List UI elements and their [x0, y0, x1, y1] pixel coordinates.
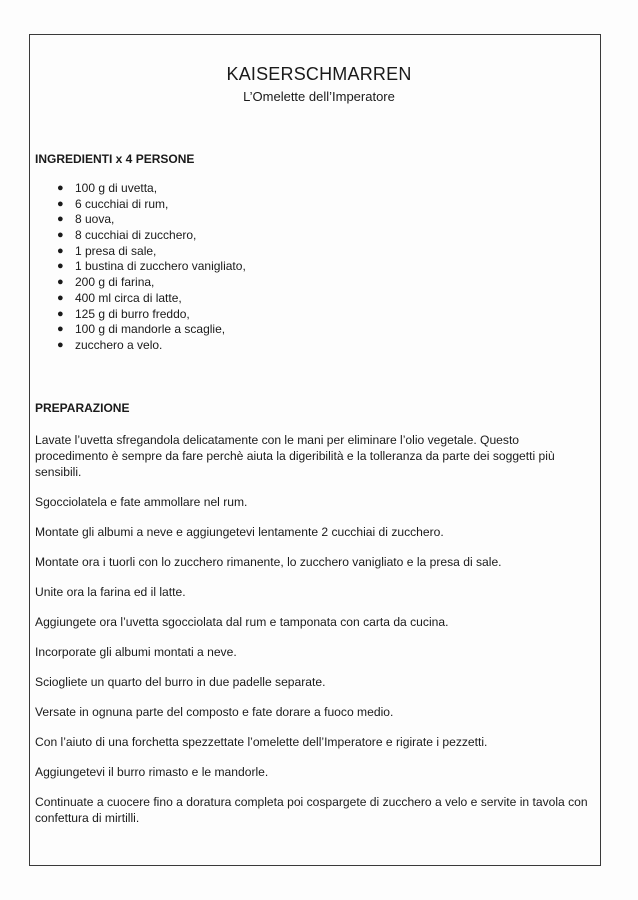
preparation-heading: PREPARAZIONE	[35, 401, 130, 415]
bullet-icon: ●	[57, 260, 64, 273]
bullet-icon: ●	[57, 307, 64, 320]
bullet-icon: ●	[57, 244, 64, 257]
step-paragraph: Montate gli albumi a neve e aggiungetevi lentamente 2 cucchiai di zucchero.	[35, 525, 444, 539]
bullet-icon: ●	[57, 197, 64, 210]
bullet-icon: ●	[57, 323, 64, 336]
ingredient-item: ● 125 g di burro freddo,	[57, 306, 190, 321]
bullet-icon: ●	[57, 229, 64, 242]
step-paragraph: Incorporate gli albumi montati a neve.	[35, 645, 237, 659]
bullet-icon: ●	[57, 276, 64, 289]
ingredient-item: ● 6 cucchiai di rum,	[57, 196, 169, 211]
ingredient-item: ● 1 bustina di zucchero vanigliato,	[57, 259, 246, 274]
ingredient-item: ● 1 presa di sale,	[57, 243, 157, 258]
step-paragraph: Montate ora i tuorli con lo zucchero rimanente, lo zucchero vanigliato e la presa di sale.	[35, 555, 502, 569]
step-paragraph: Unite ora la farina ed il latte.	[35, 585, 186, 599]
bullet-icon: ●	[57, 213, 64, 226]
ingredient-item: ● zucchero a velo.	[57, 337, 163, 352]
step-paragraph: Sgocciolatela e fate ammollare nel rum.	[35, 495, 248, 509]
ingredient-item: ● 400 ml circa di latte,	[57, 290, 182, 305]
step-paragraph: Con l’aiuto di una forchetta spezzettate l’omelette dell’Imperatore e rigirate i pezzetti.	[35, 735, 488, 749]
ingredient-item: ● 200 g di farina,	[57, 275, 155, 290]
ingredients-heading: INGREDIENTI x 4 PERSONE	[35, 152, 195, 166]
step-paragraph: Continuate a cuocere fino a doratura completa poi cospargete di zucchero a velo e servite in tavola con confettura di mirtilli.	[35, 795, 588, 825]
step-paragraph: Lavate l’uvetta sfregandola delicatamente con le mani per eliminare l’olio vegetale. Questo procedimento è sempre da fare perchè aiuta la digeribilità e la tolleranza da parte dei soggetti più sensibili.	[35, 433, 555, 479]
step-paragraph: Sciogliete un quarto del burro in due padelle separate.	[35, 675, 326, 689]
ingredient-item: ● 100 g di mandorle a scaglie,	[57, 322, 226, 337]
bullet-icon: ●	[57, 182, 64, 194]
preparation-steps	[35, 432, 595, 840]
step-paragraph: Versate in ognuna parte del composto e fate dorare a fuoco medio.	[35, 705, 394, 719]
recipe-subtitle: L’Omelette dell’Imperatore	[243, 89, 395, 104]
ingredient-item: ● 8 cucchiai di zucchero,	[57, 228, 197, 243]
step-paragraph: Aggiungete ora l’uvetta sgocciolata dal rum e tamponata con carta da cucina.	[35, 615, 449, 629]
recipe-title: KAISERSCHMARREN	[226, 64, 412, 84]
step-paragraph: Aggiungetevi il burro rimasto e le mandorle.	[35, 765, 269, 779]
ingredients-list	[45, 181, 246, 354]
ingredient-item: ● 100 g di uvetta,	[57, 181, 158, 195]
bullet-icon: ●	[57, 291, 64, 304]
ingredient-item: ● 8 uova,	[57, 212, 115, 227]
bullet-icon: ●	[57, 338, 64, 351]
